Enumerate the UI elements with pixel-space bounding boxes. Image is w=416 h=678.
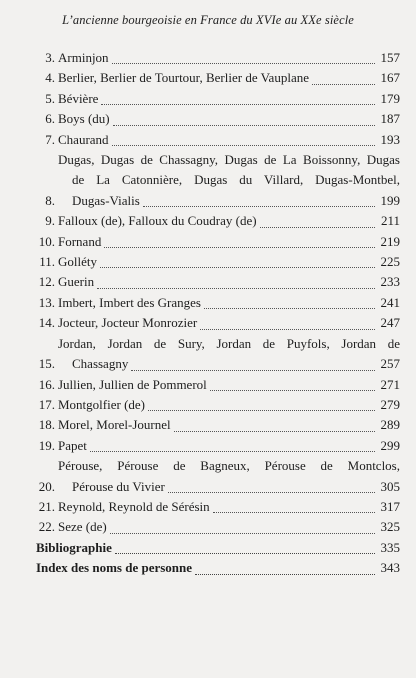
dot-leader <box>260 227 375 228</box>
back-matter-title: Index des noms de personne <box>36 560 193 576</box>
entry-number: 8. <box>45 192 55 208</box>
dot-leader <box>168 492 375 493</box>
entry-title-line <box>58 191 400 211</box>
entry-body <box>55 293 400 313</box>
entry-title-line <box>58 395 400 415</box>
entry-page: 279 <box>380 396 400 412</box>
toc-entry <box>36 293 400 313</box>
toc-entry <box>36 375 400 395</box>
entry-number: 11. <box>39 254 55 270</box>
entry-title-line <box>58 170 400 190</box>
toc-entry <box>36 456 400 497</box>
entry-number: 22. <box>38 519 55 535</box>
dot-leader <box>143 206 375 207</box>
entry-title-line <box>58 211 400 231</box>
table-of-contents <box>36 48 400 579</box>
toc-entry <box>36 130 400 150</box>
dot-leader <box>104 247 375 248</box>
dot-leader <box>174 431 375 432</box>
entry-number: 3. <box>45 50 55 65</box>
toc-entry <box>36 334 400 375</box>
toc-entry <box>36 48 400 68</box>
entry-title-line <box>58 334 400 354</box>
entry-title: Chaurand <box>58 131 109 147</box>
entry-body <box>55 517 400 537</box>
entry-page: 179 <box>380 90 400 106</box>
dot-leader <box>200 329 375 330</box>
entry-title-line <box>58 477 400 497</box>
dot-leader <box>97 288 375 289</box>
entry-body <box>55 395 400 415</box>
entry-body <box>55 497 400 517</box>
toc-entry <box>36 232 400 252</box>
entry-page: 257 <box>380 356 400 372</box>
entry-page: 219 <box>380 233 400 249</box>
entry-body <box>55 68 400 88</box>
entry-page: 271 <box>380 376 400 392</box>
entry-page: 193 <box>380 131 400 147</box>
entry-number: 12. <box>38 274 55 290</box>
entry-title-line <box>58 252 400 272</box>
entry-title-line <box>58 130 400 150</box>
dot-leader <box>210 390 375 391</box>
entry-body <box>36 538 400 558</box>
entry-title: Golléty <box>58 254 97 270</box>
entry-title-line <box>58 354 400 374</box>
entry-body <box>55 48 400 68</box>
entry-page: 289 <box>380 417 400 433</box>
back-matter-title: Bibliographie <box>36 539 112 555</box>
entry-number: 5. <box>45 90 55 106</box>
entry-body <box>55 415 400 435</box>
dot-leader <box>115 553 375 554</box>
toc-entry <box>36 395 400 415</box>
dot-leader <box>131 370 375 371</box>
entry-body <box>55 375 400 395</box>
entry-title: Berlier, Berlier de Tourtour, Berlier de Vauplane <box>58 70 309 86</box>
entry-page: 317 <box>380 498 400 514</box>
dot-leader <box>100 267 375 268</box>
entry-body <box>55 252 400 272</box>
toc-back-matter <box>36 558 400 578</box>
toc-entry <box>36 109 400 129</box>
entry-title: Fornand <box>58 233 102 249</box>
dot-leader <box>101 104 375 105</box>
entry-page: 167 <box>380 70 400 86</box>
entry-title: de La Catonnière, Dugas du Villard, Dugas-Montbel, <box>72 172 400 188</box>
dot-leader <box>112 145 375 146</box>
entry-title: Dugas-Vialis <box>72 192 140 208</box>
entry-title: Bévière <box>58 90 99 106</box>
entry-title-line <box>58 375 400 395</box>
entry-number: 16. <box>38 376 55 392</box>
entry-body <box>55 89 400 109</box>
entry-title-line <box>58 48 400 68</box>
toc-entry <box>36 415 400 435</box>
entry-title-line <box>36 538 400 558</box>
entry-title: Pérouse du Vivier <box>72 478 165 494</box>
dot-leader <box>148 410 375 411</box>
dot-leader <box>90 451 375 452</box>
entry-body <box>55 150 400 211</box>
back-matter-page: 343 <box>380 560 400 576</box>
entry-title-line <box>58 232 400 252</box>
entry-title: Montgolfier (de) <box>58 396 146 412</box>
entry-title: Dugas, Dugas de Chassagny, Dugas de La Boissonny, Dugas <box>58 152 400 168</box>
entry-title: Jullien, Jullien de Pommerol <box>58 376 207 392</box>
entry-body <box>55 334 400 375</box>
entry-title-line <box>58 313 400 333</box>
entry-title: Jordan, Jordan de Sury, Jordan de Puyfols, Jordan de <box>58 335 400 351</box>
entry-title: Arminjon <box>58 50 109 65</box>
entry-title-line <box>36 558 400 578</box>
entry-number: 13. <box>38 294 55 310</box>
entry-page: 325 <box>380 519 400 535</box>
dot-leader <box>312 84 375 85</box>
entry-title: Jocteur, Jocteur Monrozier <box>58 315 198 331</box>
dot-leader <box>213 512 375 513</box>
entry-body <box>55 272 400 292</box>
toc-entry <box>36 89 400 109</box>
entry-page: 187 <box>380 111 400 127</box>
entry-title-line <box>58 436 400 456</box>
entry-number: 14. <box>38 315 55 331</box>
entry-number: 18. <box>38 417 55 433</box>
back-matter-page: 335 <box>380 539 400 555</box>
entry-title-line <box>58 517 400 537</box>
running-head: L’ancienne bourgeoisie en France du XVIe au XXe siècle <box>62 13 354 27</box>
entry-title: Falloux (de), Falloux du Coudray (de) <box>58 213 257 229</box>
entry-title-line <box>58 497 400 517</box>
entry-title: Morel, Morel-Journel <box>58 417 171 433</box>
dot-leader <box>112 63 375 64</box>
entry-title-line <box>58 89 400 109</box>
entry-title: Pérouse, Pérouse de Bagneux, Pérouse de Montclos, <box>58 458 400 474</box>
toc-entry <box>36 436 400 456</box>
dot-leader <box>204 308 375 309</box>
entry-page: 157 <box>380 50 400 65</box>
entry-title: Imbert, Imbert des Granges <box>58 294 201 310</box>
entry-title-line <box>58 456 400 476</box>
entry-number: 20. <box>38 478 55 494</box>
entry-page: 305 <box>380 478 400 494</box>
entry-body <box>36 558 400 578</box>
entry-page: 299 <box>380 437 400 453</box>
entry-body <box>55 232 400 252</box>
entry-number: 10. <box>38 233 55 249</box>
entry-page: 247 <box>380 315 400 331</box>
dot-leader <box>110 533 375 534</box>
entry-page: 225 <box>380 254 400 270</box>
entry-title: Boys (du) <box>58 111 110 127</box>
entry-page: 233 <box>380 274 400 290</box>
entry-number: 21. <box>38 498 55 514</box>
toc-entry <box>36 211 400 231</box>
dot-leader <box>195 574 375 575</box>
toc-entry <box>36 252 400 272</box>
entry-number: 6. <box>45 111 55 127</box>
dot-leader <box>113 125 375 126</box>
entry-number: 15. <box>38 356 55 372</box>
entry-title-line <box>58 150 400 170</box>
entry-number: 7. <box>45 131 55 147</box>
entry-number: 17. <box>38 396 55 412</box>
toc-entry <box>36 150 400 211</box>
entry-body <box>55 436 400 456</box>
toc-entry <box>36 272 400 292</box>
entry-title-line <box>58 109 400 129</box>
toc-back-matter <box>36 538 400 558</box>
entry-body <box>55 313 400 333</box>
entry-body <box>55 211 400 231</box>
entry-title: Reynold, Reynold de Sérésin <box>58 498 210 514</box>
entry-title: Guerin <box>58 274 95 290</box>
entry-title: Papet <box>58 437 87 453</box>
entry-title-line <box>58 272 400 292</box>
entry-body <box>55 130 400 150</box>
entry-number: 4. <box>45 70 55 86</box>
entry-number: 19. <box>38 437 55 453</box>
entry-page: 211 <box>380 213 400 229</box>
toc-entry <box>36 313 400 333</box>
toc-entry <box>36 497 400 517</box>
entry-title-line <box>58 68 400 88</box>
toc-entry <box>36 68 400 88</box>
entry-title: Seze (de) <box>58 519 107 535</box>
entry-title: Chassagny <box>72 356 129 372</box>
toc-entry <box>36 517 400 537</box>
entry-page: 199 <box>380 192 400 208</box>
entry-title-line <box>58 415 400 435</box>
entry-body <box>55 109 400 129</box>
entry-number: 9. <box>45 213 55 229</box>
entry-title-line <box>58 293 400 313</box>
entry-body <box>55 456 400 497</box>
entry-page: 241 <box>380 294 400 310</box>
